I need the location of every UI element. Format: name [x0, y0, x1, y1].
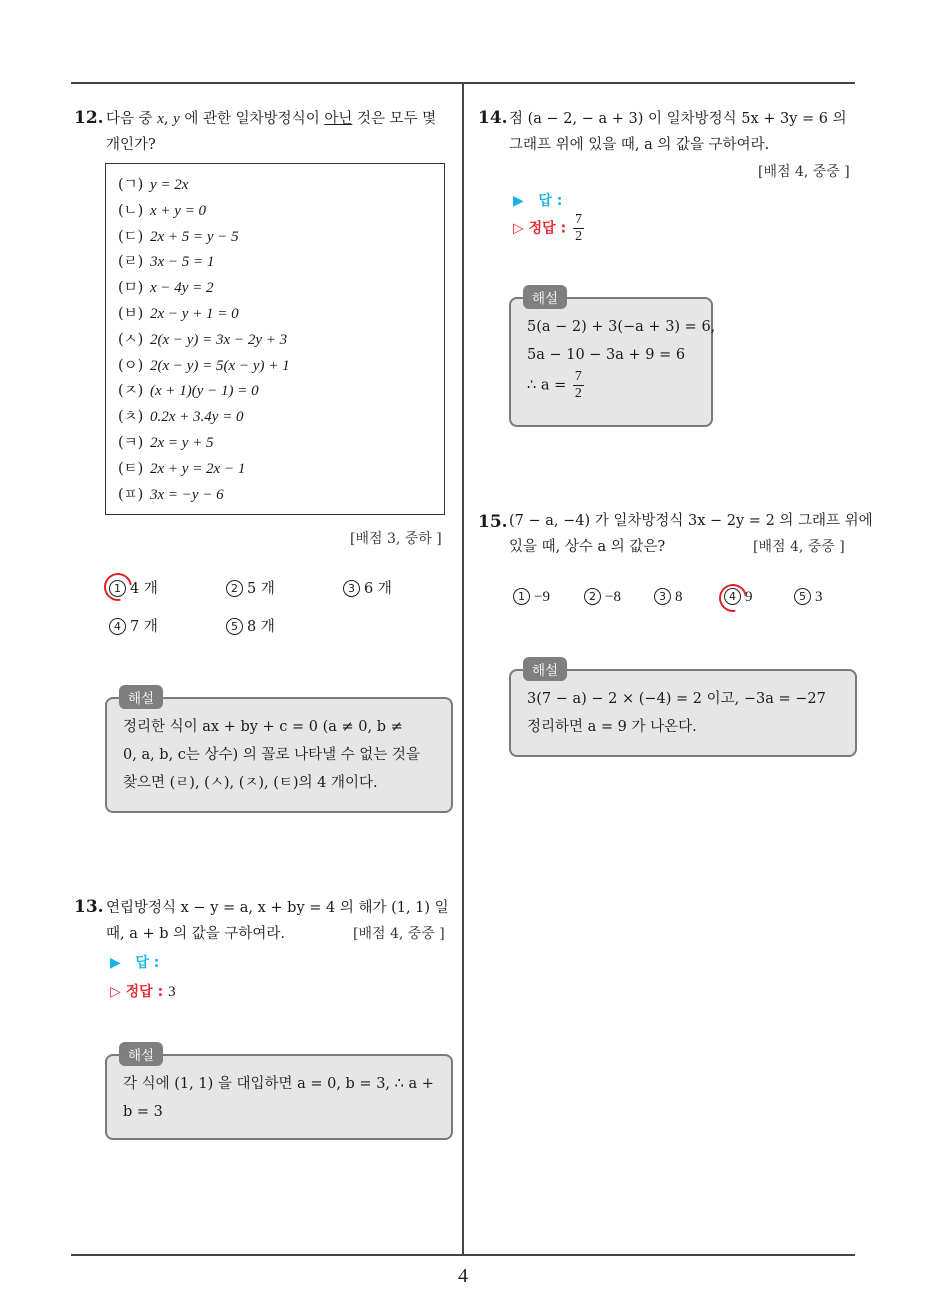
q14-exp-line1: 5(a − 2) + 3(−a + 3) = 6,: [527, 319, 716, 335]
q12-explanation-tag: 해설: [119, 685, 163, 709]
selected-mark-icon: [714, 579, 753, 618]
list-item: (ㄱ) y = 2x: [118, 177, 189, 193]
list-item: (ㄴ) x + y = 0: [118, 202, 207, 219]
q12-option-4[interactable]: 4 7 개: [109, 615, 158, 636]
q15-explanation: [509, 669, 857, 757]
play-arrow-icon: ▶: [110, 955, 121, 971]
q14-exp-line2: 5a − 10 − 3a + 9 = 6: [527, 347, 686, 363]
q14-number: 14.: [478, 108, 508, 128]
q15-option-4[interactable]: 4 9: [724, 588, 753, 606]
q14-explanation: [509, 297, 716, 427]
q13-number: 13.: [74, 897, 104, 917]
list-item: (ㅋ) 2x = y + 5: [118, 434, 214, 451]
q15-option-5[interactable]: 5 3: [794, 588, 823, 606]
q12-option-3[interactable]: 3 6 개: [343, 577, 392, 598]
q14-text: [509, 106, 859, 158]
q12-choice-box: [105, 163, 445, 515]
q14-exp-line3: ∴ a = $\frac{7}{2}$: [527, 369, 582, 401]
q13-meta: [배점 4, 중중 ]: [353, 926, 445, 942]
q14-explanation-tag: 해설: [523, 285, 567, 309]
q15-number: 15.: [478, 512, 508, 532]
q15-text-line1: (7 − a, −4) 가 일차방정식 3x − 2y = 2 의 그래프 위에: [509, 513, 873, 529]
q12-number: 12.: [74, 108, 104, 128]
q14-text-line2: 그래프 위에 있을 때, a 의 값을 구하여라.: [509, 137, 770, 153]
q13-exp-line2: b = 3: [123, 1104, 163, 1120]
q12-text-c: 것은 모두 몇: [356, 111, 437, 127]
q12-explanation: [105, 697, 453, 813]
q15-option-2[interactable]: 2 −8: [584, 588, 621, 606]
q15-option-1[interactable]: 1 −9: [513, 588, 550, 606]
q14-answer[interactable]: ▶ 답 :: [513, 193, 563, 209]
outline-arrow-icon: ▷: [513, 220, 524, 237]
q15-option-3[interactable]: 3 8: [654, 588, 683, 606]
q12-option-2[interactable]: 2 5 개: [226, 577, 275, 598]
outline-arrow-icon: ▷: [110, 984, 121, 1000]
q12-text-line2: 개인가?: [106, 137, 156, 153]
q13-correct-answer: ▷ 정답 : 3: [110, 984, 176, 1000]
q13-text-line2: 때, a + b 의 값을 구하여라.: [106, 926, 286, 942]
q12-option-1[interactable]: 1 4 개: [109, 577, 158, 598]
q14-correct-answer: ▷ 정답 : $\frac{7}{2}$: [513, 212, 583, 244]
q14-meta: [배점 4, 중중 ]: [758, 164, 850, 180]
list-item: (ㅍ) 3x = −y − 6: [118, 486, 224, 503]
q15-text-line2: 있을 때, 상수 a 의 값은?: [509, 539, 666, 555]
q12-exp-line2: 0, a, b, c는 상수) 의 꼴로 나타낼 수 없는 것을: [123, 747, 420, 763]
list-item: (ㅌ) 2x + y = 2x − 1: [118, 460, 246, 477]
page-number: 4: [458, 1265, 468, 1287]
list-item: (ㅈ) (x + 1)(y − 1) = 0: [118, 383, 259, 400]
selected-mark-icon: [99, 568, 138, 607]
bottom-rule: [71, 1254, 855, 1256]
list-item: (ㅁ) x − 4y = 2: [118, 280, 214, 297]
q12-exp-line3: 찾으면 (ㄹ), (ㅅ), (ㅈ), (ㅌ)의 4 개이다.: [123, 775, 378, 791]
q12-text-b: 에 관한 일차방정식이: [184, 111, 320, 127]
list-item: (ㅅ) 2(x − y) = 3x − 2y + 3: [118, 331, 288, 348]
q12-text: 다음 중 x, y 에 관한 일차방정식이 아닌 것은 모두 몇 개인가?: [106, 106, 456, 158]
q13-exp-line1: 각 식에 (1, 1) 을 대입하면 a = 0, b = 3, ∴ a +: [123, 1076, 434, 1092]
q14-text-line1: 점 (a − 2, − a + 3) 이 일차방정식 5x + 3y = 6 의: [509, 111, 847, 127]
list-item: (ㅇ) 2(x − y) = 5(x − y) + 1: [118, 357, 290, 374]
q15-exp-line2: 정리하면 a = 9 가 나온다.: [527, 719, 697, 735]
q12-text-not: 아닌: [324, 111, 353, 127]
list-item: (ㅊ) 0.2x + 3.4y = 0: [118, 409, 244, 426]
q12-text-a: 다음 중: [106, 111, 153, 127]
list-item: (ㄹ) 3x − 5 = 1: [118, 254, 215, 271]
q15-meta: [배점 4, 중중 ]: [753, 539, 845, 555]
q13-explanation: [105, 1054, 453, 1140]
column-divider: [462, 84, 464, 1254]
q13-answer[interactable]: ▶ 답 :: [110, 955, 160, 971]
q15-explanation-tag: 해설: [523, 657, 567, 681]
list-item: (ㅂ) 2x − y + 1 = 0: [118, 305, 239, 322]
q13-explanation-tag: 해설: [119, 1042, 163, 1066]
list-item: (ㄷ) 2x + 5 = y − 5: [118, 228, 239, 245]
q13-text-line1: 연립방정식 x − y = a, x + by = 4 의 해가 (1, 1) 일: [106, 900, 449, 916]
q12-option-5[interactable]: 5 8 개: [226, 615, 275, 636]
q12-exp-line1: 정리한 식이 ax + by + c = 0 (a ≠ 0, b ≠: [123, 719, 403, 735]
q15-exp-line1: 3(7 − a) − 2 × (−4) = 2 이고, −3a = −27: [527, 691, 826, 707]
play-arrow-icon: ▶: [513, 193, 524, 209]
q12-meta: [배점 3, 중하 ]: [350, 531, 442, 547]
